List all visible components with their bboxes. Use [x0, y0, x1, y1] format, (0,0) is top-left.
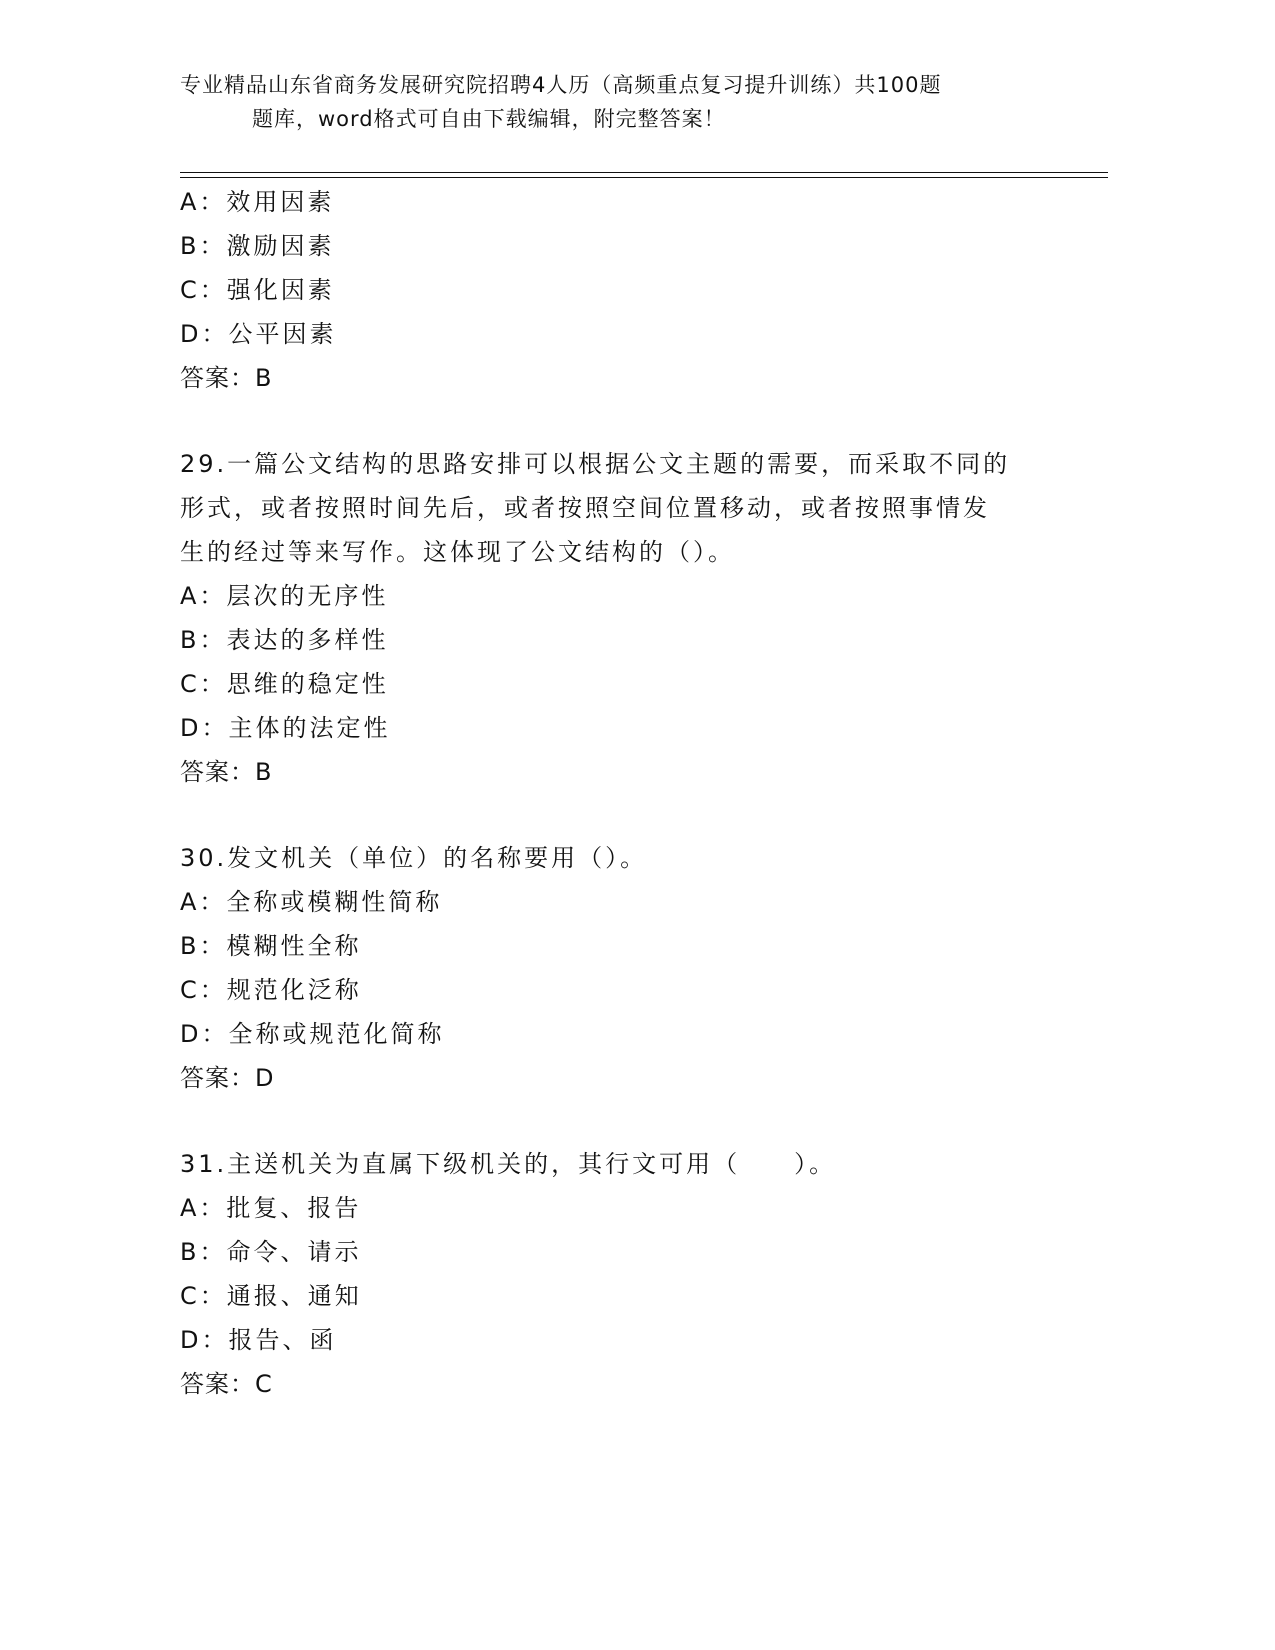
question-stem-line: 31.主送机关为直属下级机关的，其行文可用（ ）。 — [180, 1150, 837, 1178]
option-a: A：批复、报告 — [180, 1194, 362, 1222]
spacer — [180, 400, 1080, 442]
option-b: B：模糊性全称 — [180, 932, 362, 960]
option-c: C：思维的稳定性 — [180, 670, 389, 698]
option-c: C：规范化泛称 — [180, 976, 362, 1004]
question-stem-line: 生的经过等来写作。这体现了公文结构的（）。 — [180, 538, 735, 566]
option-b: B：激励因素 — [180, 232, 335, 260]
option-d: D：全称或规范化简称 — [180, 1020, 445, 1048]
option-d: D：公平因素 — [180, 320, 337, 348]
answer-line: 答案：D — [180, 1064, 275, 1092]
question-block-31 — [180, 1142, 1080, 1406]
question-stem-line: 30.发文机关（单位）的名称要用（）。 — [180, 844, 648, 872]
question-stem-line: 29.一篇公文结构的思路安排可以根据公文主题的需要，而采取不同的 — [180, 450, 1011, 478]
header-rule-top — [180, 172, 1108, 173]
question-block-29 — [180, 442, 1080, 794]
question-stem-line: 形式，或者按照时间先后，或者按照空间位置移动，或者按照事情发 — [180, 494, 990, 522]
option-d: D：报告、函 — [180, 1326, 337, 1354]
document-header — [180, 68, 1080, 136]
option-a: A：效用因素 — [180, 188, 335, 216]
header-title-line1: 专业精品山东省商务发展研究院招聘4人历（高频重点复习提升训练）共100题 — [180, 73, 942, 97]
option-d: D：主体的法定性 — [180, 714, 391, 742]
answer-line: 答案：B — [180, 364, 273, 392]
header-rule-bottom — [180, 177, 1108, 178]
question-block-28 — [180, 180, 1080, 400]
option-b: B：表达的多样性 — [180, 626, 389, 654]
option-a: A：层次的无序性 — [180, 582, 389, 610]
spacer — [180, 1100, 1080, 1142]
option-a: A：全称或模糊性简称 — [180, 888, 443, 916]
option-b: B：命令、请示 — [180, 1238, 362, 1266]
option-c: C：强化因素 — [180, 276, 335, 304]
answer-line: 答案：C — [180, 1370, 273, 1398]
document-body — [180, 180, 1080, 1406]
answer-line: 答案：B — [180, 758, 273, 786]
header-title-line2: 题库，word格式可自由下载编辑，附完整答案！ — [252, 107, 726, 131]
spacer — [180, 794, 1080, 836]
question-block-30 — [180, 836, 1080, 1100]
option-c: C：通报、通知 — [180, 1282, 362, 1310]
